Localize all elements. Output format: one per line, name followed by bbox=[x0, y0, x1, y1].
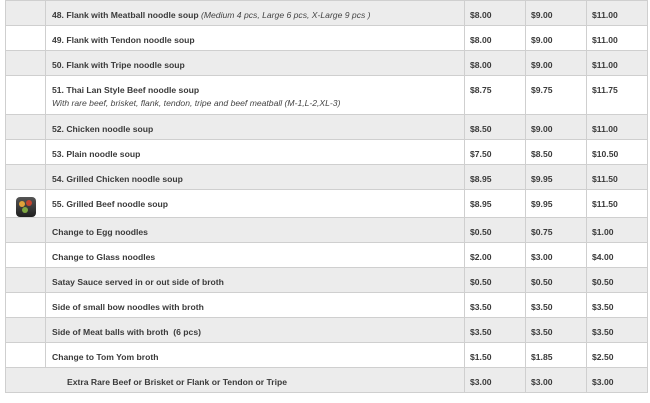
item-name: 55. Grilled Beef noodle soup bbox=[52, 199, 169, 209]
price-medium: $8.00 bbox=[470, 60, 492, 70]
menu-row bbox=[6, 293, 648, 318]
price-medium: $8.95 bbox=[470, 199, 492, 209]
price-medium: $7.50 bbox=[470, 149, 492, 159]
menu-row bbox=[6, 318, 648, 343]
thumb-cell bbox=[6, 243, 46, 268]
price-large: $9.00 bbox=[531, 124, 553, 134]
thumb-cell bbox=[6, 76, 46, 115]
price-xlarge: $11.00 bbox=[592, 35, 618, 45]
thumb-cell bbox=[6, 343, 46, 368]
price-xlarge: $4.00 bbox=[592, 252, 614, 262]
price-xlarge: $11.50 bbox=[592, 199, 618, 209]
thumb-cell bbox=[6, 293, 46, 318]
thumb-cell bbox=[6, 318, 46, 343]
menu-row bbox=[6, 243, 648, 268]
price-medium: $2.00 bbox=[470, 252, 492, 262]
price-xlarge: $11.00 bbox=[592, 10, 618, 20]
price-large: $9.00 bbox=[531, 10, 553, 20]
menu-row bbox=[6, 76, 648, 115]
thumb-cell bbox=[6, 218, 46, 243]
thumb-cell bbox=[6, 268, 46, 293]
item-note: (Medium 4 pcs, Large 6 pcs, X-Large 9 pcs ) bbox=[200, 10, 371, 20]
price-large: $9.95 bbox=[531, 174, 553, 184]
item-name: 49. Flank with Tendon noodle soup bbox=[52, 35, 195, 45]
item-name: Side of small bow noodles with broth bbox=[52, 302, 204, 312]
price-medium: $3.00 bbox=[470, 377, 492, 387]
price-large: $0.50 bbox=[531, 277, 553, 287]
menu-row bbox=[6, 140, 648, 165]
item-name: Change to Glass noodles bbox=[52, 252, 156, 262]
dish-photo-icon[interactable] bbox=[16, 197, 36, 217]
thumb-cell bbox=[6, 190, 46, 218]
item-name: 52. Chicken noodle soup bbox=[52, 124, 154, 134]
price-xlarge: $11.00 bbox=[592, 60, 618, 70]
thumb-cell bbox=[6, 26, 46, 51]
price-large: $9.95 bbox=[531, 199, 553, 209]
price-large: $9.75 bbox=[531, 85, 553, 95]
menu-row bbox=[6, 51, 648, 76]
menu-row bbox=[6, 165, 648, 190]
price-large: $1.85 bbox=[531, 352, 553, 362]
price-large: $3.50 bbox=[531, 327, 553, 337]
menu-row bbox=[6, 268, 648, 293]
price-medium: $8.95 bbox=[470, 174, 492, 184]
price-large: $0.75 bbox=[531, 227, 553, 237]
price-large: $9.00 bbox=[531, 35, 553, 45]
item-name: Change to Tom Yom broth bbox=[52, 352, 159, 362]
price-xlarge: $11.50 bbox=[592, 174, 618, 184]
price-medium: $8.50 bbox=[470, 124, 492, 134]
item-name: Change to Egg noodles bbox=[52, 227, 148, 237]
price-xlarge: $11.00 bbox=[592, 124, 618, 134]
thumb-cell bbox=[6, 51, 46, 76]
price-xlarge: $0.50 bbox=[592, 277, 614, 287]
price-large: $9.00 bbox=[531, 60, 553, 70]
price-medium: $8.75 bbox=[470, 85, 492, 95]
price-medium: $8.00 bbox=[470, 35, 492, 45]
item-name: 54. Grilled Chicken noodle soup bbox=[52, 174, 183, 184]
item-name: Satay Sauce served in or out side of broth bbox=[52, 277, 224, 287]
price-xlarge: $11.75 bbox=[592, 85, 618, 95]
price-medium: $3.50 bbox=[470, 302, 492, 312]
price-medium: $3.50 bbox=[470, 327, 492, 337]
price-xlarge: $1.00 bbox=[592, 227, 614, 237]
price-large: $8.50 bbox=[531, 149, 553, 159]
price-large: $3.00 bbox=[531, 377, 553, 387]
menu-row bbox=[6, 218, 648, 243]
price-medium: $1.50 bbox=[470, 352, 492, 362]
item-name: 51. Thai Lan Style Beef noodle soup bbox=[52, 85, 200, 95]
price-medium: $0.50 bbox=[470, 277, 492, 287]
price-xlarge: $2.50 bbox=[592, 352, 614, 362]
price-xlarge: $3.00 bbox=[592, 377, 614, 387]
item-name: 48. Flank with Meatball noodle soup (Medium 4 pcs, Large 6 pcs, X-Large 9 pcs ) bbox=[52, 10, 371, 20]
menu-row bbox=[6, 368, 648, 393]
item-name: Side of Meat balls with broth (6 pcs) bbox=[52, 327, 201, 337]
menu-row bbox=[6, 26, 648, 51]
item-name: 53. Plain noodle soup bbox=[52, 149, 141, 159]
price-xlarge: $10.50 bbox=[592, 149, 619, 159]
thumb-cell bbox=[6, 165, 46, 190]
item-name: 50. Flank with Tripe noodle soup bbox=[52, 60, 185, 70]
price-medium: $8.00 bbox=[470, 10, 492, 20]
menu-row bbox=[6, 115, 648, 140]
menu-table bbox=[5, 0, 648, 393]
thumb-cell bbox=[6, 1, 46, 26]
item-description: With rare beef, brisket, flank, tendon, tripe and beef meatball (M-1,L-2,XL-3) bbox=[52, 98, 341, 108]
price-medium: $0.50 bbox=[470, 227, 492, 237]
price-xlarge: $3.50 bbox=[592, 327, 614, 337]
thumb-cell bbox=[6, 140, 46, 165]
price-xlarge: $3.50 bbox=[592, 302, 614, 312]
menu-row bbox=[6, 190, 648, 218]
menu-row bbox=[6, 343, 648, 368]
price-large: $3.00 bbox=[531, 252, 553, 262]
item-name: Extra Rare Beef or Brisket or Flank or Tendon or Tripe bbox=[67, 377, 287, 387]
thumb-cell bbox=[6, 115, 46, 140]
menu-row bbox=[6, 1, 648, 26]
price-large: $3.50 bbox=[531, 302, 553, 312]
